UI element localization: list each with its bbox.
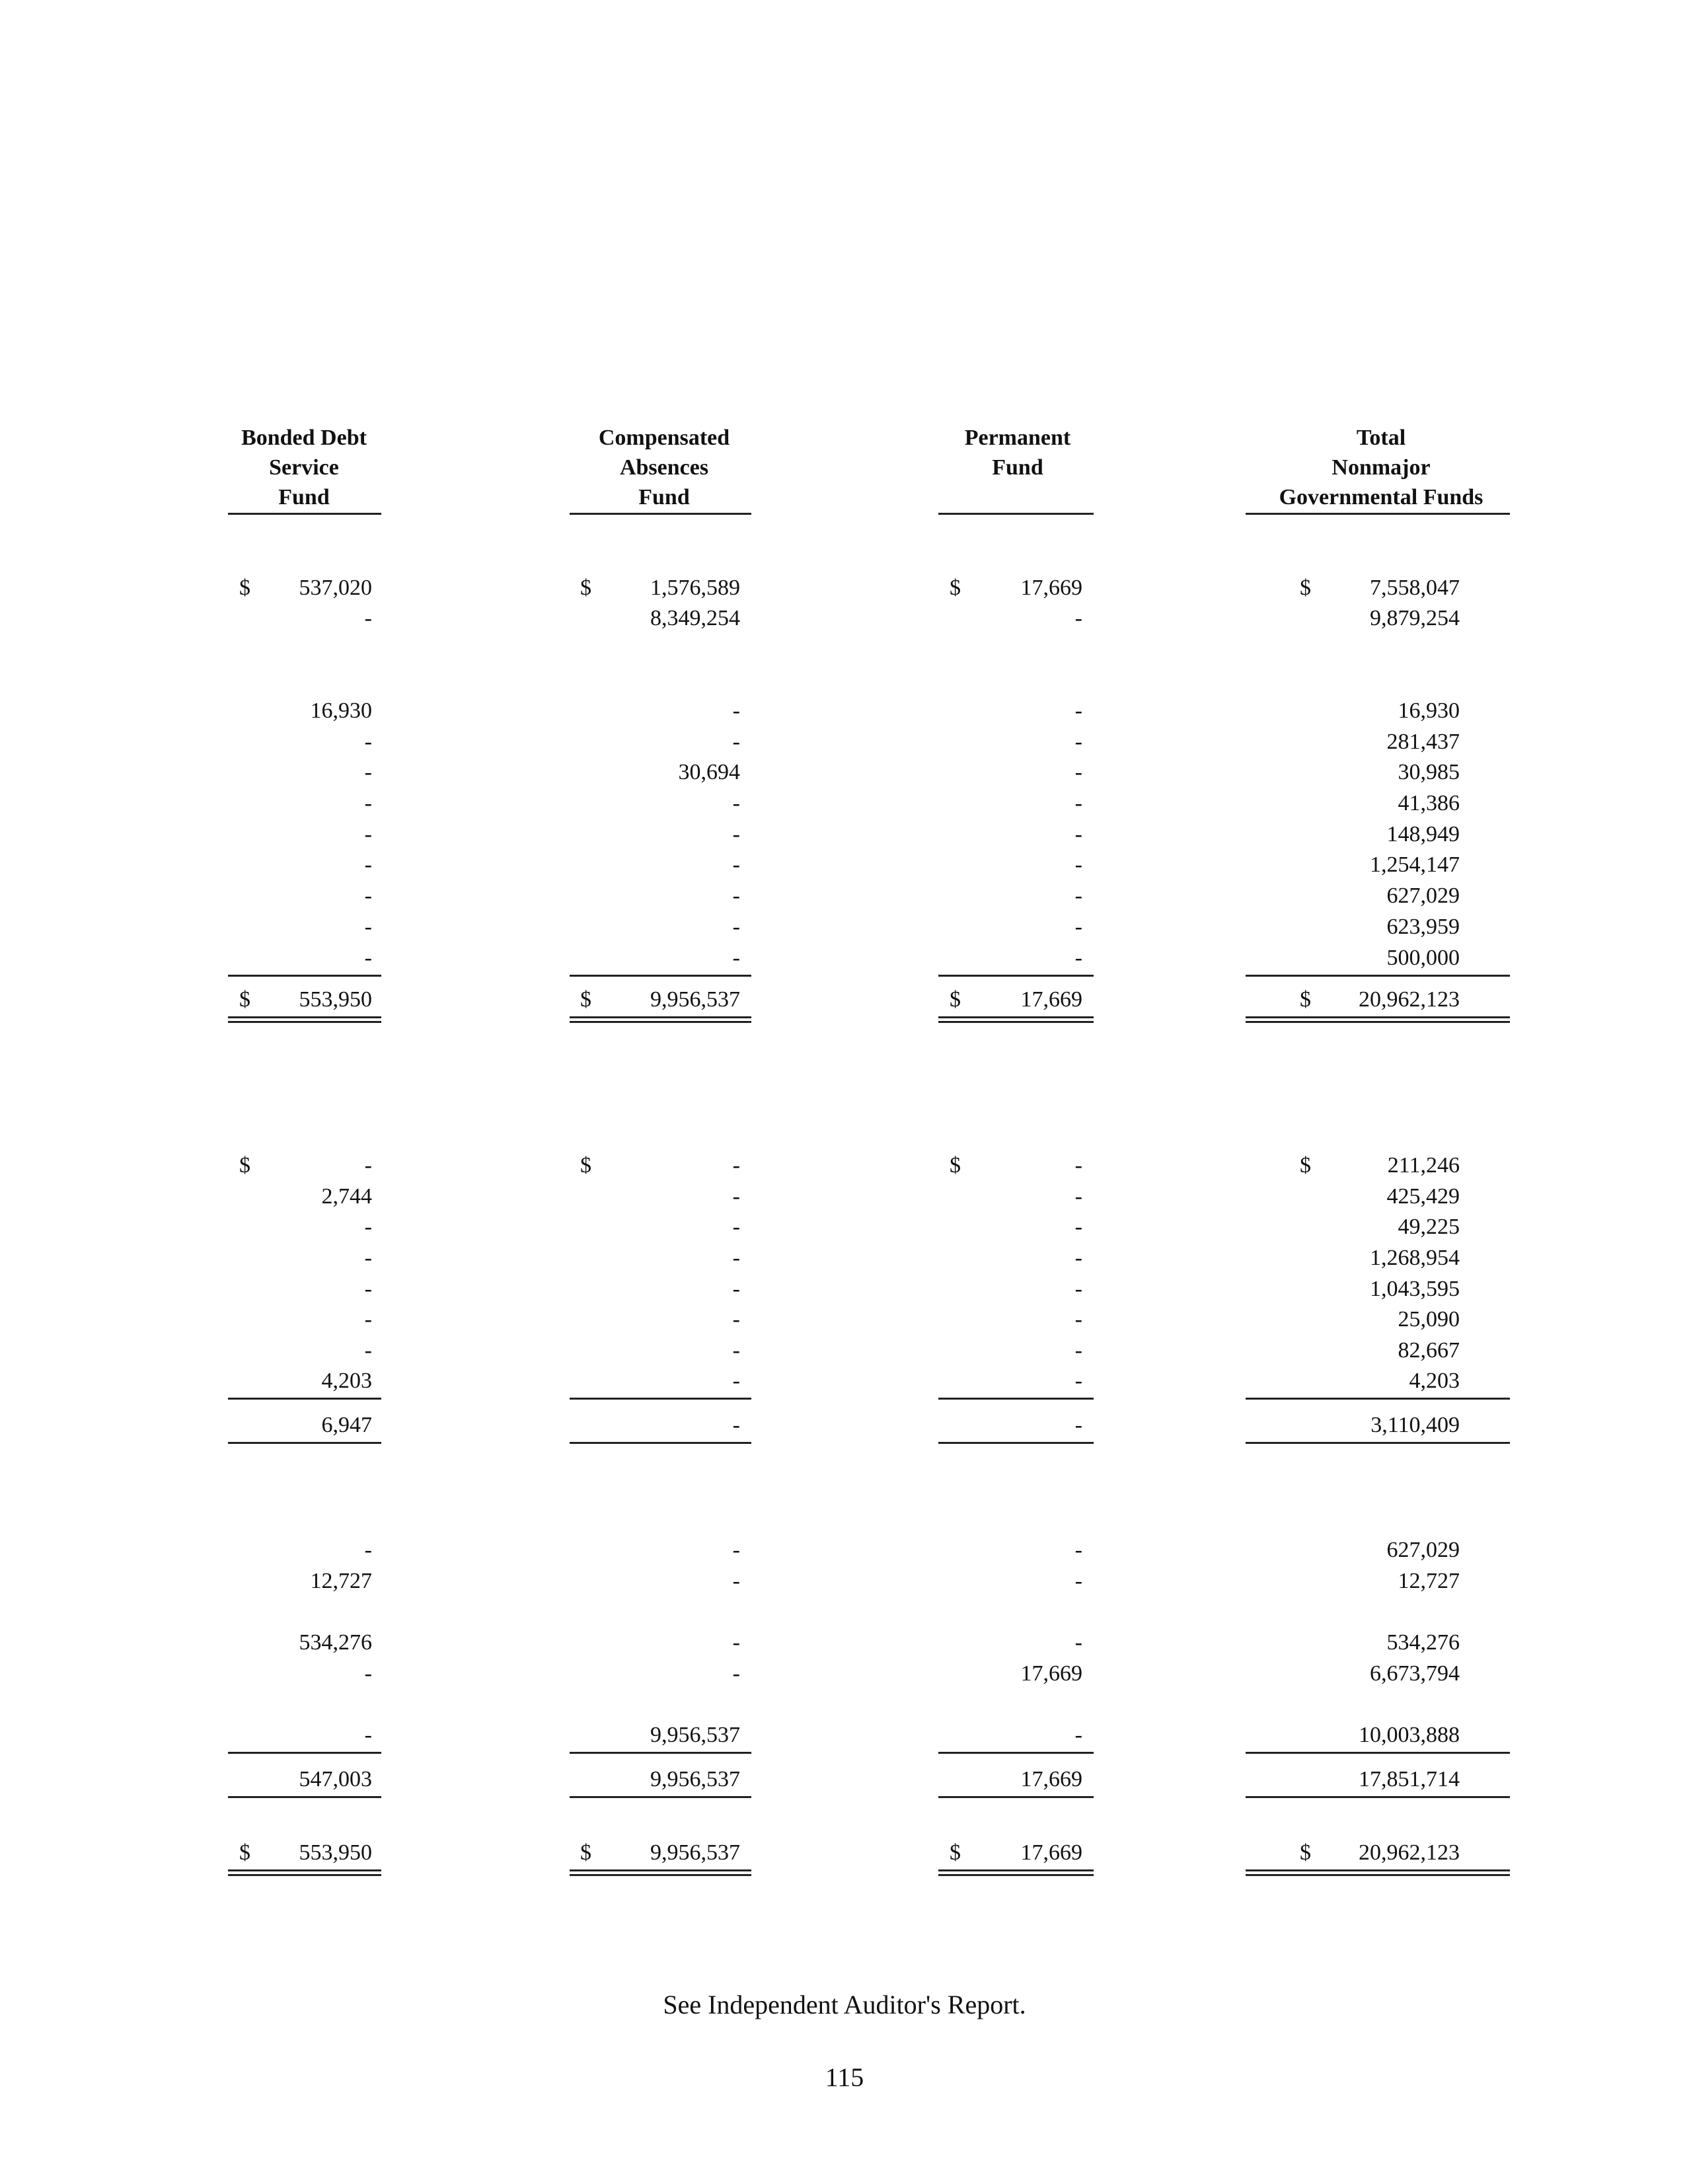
table-cell: - xyxy=(364,1153,372,1178)
total-underline xyxy=(1246,1398,1510,1400)
total-underline xyxy=(1246,1796,1510,1798)
column-header-line: Compensated xyxy=(598,426,730,450)
dollar-sign: $ xyxy=(950,576,961,600)
dollar-sign: $ xyxy=(1300,1153,1311,1178)
table-cell: - xyxy=(364,606,372,630)
dollar-sign: $ xyxy=(1300,1840,1311,1865)
table-cell: - xyxy=(1074,760,1082,784)
table-cell: 9,956,537 xyxy=(650,1840,740,1865)
total-underline xyxy=(228,975,381,977)
table-cell: - xyxy=(732,1661,740,1686)
total-underline xyxy=(228,1752,381,1754)
total-underline xyxy=(938,975,1094,977)
table-cell: 534,276 xyxy=(1386,1630,1460,1655)
table-cell: 4,203 xyxy=(1409,1369,1460,1393)
table-cell: 17,669 xyxy=(1020,1840,1082,1865)
total-underline xyxy=(938,1796,1094,1798)
table-cell: 4,203 xyxy=(321,1369,372,1393)
table-cell: - xyxy=(364,1277,372,1301)
table-cell: 16,930 xyxy=(310,698,372,723)
table-cell: - xyxy=(732,1184,740,1209)
table-cell: 547,003 xyxy=(299,1767,372,1791)
table-cell: - xyxy=(1074,1569,1082,1593)
total-underline xyxy=(938,1752,1094,1754)
dollar-sign: $ xyxy=(239,576,250,600)
total-underline xyxy=(1246,1442,1510,1444)
table-cell: 7,558,047 xyxy=(1370,576,1460,600)
dollar-sign: $ xyxy=(239,1840,250,1865)
table-cell: - xyxy=(1074,852,1082,877)
total-underline xyxy=(228,1796,381,1798)
total-underline xyxy=(938,1442,1094,1444)
table-cell: - xyxy=(364,884,372,908)
table-cell: 2,744 xyxy=(321,1184,372,1209)
table-cell: - xyxy=(1074,1723,1082,1747)
column-header-bonded xyxy=(185,423,423,512)
column-header-total xyxy=(1242,423,1520,512)
table-cell: - xyxy=(1074,1369,1082,1393)
table-cell: 425,429 xyxy=(1386,1184,1460,1209)
table-cell: - xyxy=(364,1215,372,1239)
grand-total-double-underline xyxy=(228,1869,381,1876)
table-cell: - xyxy=(364,946,372,970)
table-cell: - xyxy=(732,1153,740,1178)
table-cell: - xyxy=(1074,1215,1082,1239)
table-cell: 12,727 xyxy=(310,1569,372,1593)
total-underline xyxy=(570,975,751,977)
table-cell: - xyxy=(732,946,740,970)
table-cell: - xyxy=(364,791,372,815)
table-cell: 1,043,595 xyxy=(1370,1277,1460,1301)
table-cell: - xyxy=(1074,698,1082,723)
column-header-underline xyxy=(228,513,381,515)
dollar-sign: $ xyxy=(580,1153,591,1178)
total-underline xyxy=(938,1398,1094,1400)
total-underline xyxy=(228,1442,381,1444)
table-cell: - xyxy=(1074,1184,1082,1209)
table-cell: - xyxy=(732,1369,740,1393)
table-cell: - xyxy=(732,730,740,754)
table-cell: 9,879,254 xyxy=(1370,606,1460,630)
table-cell: 20,962,123 xyxy=(1359,1840,1460,1865)
total-underline xyxy=(570,1442,751,1444)
dollar-sign: $ xyxy=(239,987,250,1012)
table-cell: - xyxy=(732,852,740,877)
table-cell: 6,673,794 xyxy=(1370,1661,1460,1686)
table-cell: 41,386 xyxy=(1398,791,1460,815)
table-cell: - xyxy=(732,1538,740,1562)
table-cell: 627,029 xyxy=(1386,884,1460,908)
table-cell: 8,349,254 xyxy=(650,606,740,630)
dollar-sign: $ xyxy=(950,1153,961,1178)
grand-total-double-underline xyxy=(228,1016,381,1023)
table-cell: 9,956,537 xyxy=(650,1723,740,1747)
table-cell: 17,669 xyxy=(1020,1767,1082,1791)
table-cell: 6,947 xyxy=(321,1413,372,1437)
column-header-line: Service xyxy=(269,455,339,480)
table-cell: - xyxy=(1074,791,1082,815)
table-cell: 553,950 xyxy=(299,1840,372,1865)
column-header-line: Fund xyxy=(992,455,1043,480)
table-cell: - xyxy=(1074,1338,1082,1363)
table-cell: - xyxy=(1074,822,1082,847)
page-number: 115 xyxy=(825,2062,864,2092)
table-cell: - xyxy=(1074,1413,1082,1437)
total-underline xyxy=(1246,1752,1510,1754)
table-cell: - xyxy=(1074,606,1082,630)
table-cell: 30,985 xyxy=(1398,760,1460,784)
table-cell: - xyxy=(1074,730,1082,754)
column-header-line: Fund xyxy=(278,485,330,509)
table-cell: 17,669 xyxy=(1020,1661,1082,1686)
total-underline xyxy=(1246,975,1510,977)
column-header-compensated xyxy=(542,423,786,512)
column-header-underline xyxy=(570,513,751,515)
table-cell: 534,276 xyxy=(299,1630,372,1655)
table-cell: 9,956,537 xyxy=(650,1767,740,1791)
table-cell: - xyxy=(364,1307,372,1332)
dollar-sign: $ xyxy=(580,576,591,600)
dollar-sign: $ xyxy=(1300,987,1311,1012)
table-cell: - xyxy=(732,1413,740,1437)
column-header-line: Nonmajor xyxy=(1332,455,1431,480)
table-cell: - xyxy=(1074,1277,1082,1301)
table-cell: - xyxy=(732,1215,740,1239)
table-cell: - xyxy=(364,852,372,877)
table-cell: - xyxy=(732,1307,740,1332)
auditor-report-note: See Independent Auditor's Report. xyxy=(663,1990,1026,2019)
table-cell: - xyxy=(364,1246,372,1270)
column-header-line: Total xyxy=(1356,426,1406,450)
table-cell: 12,727 xyxy=(1398,1569,1460,1593)
table-cell: 9,956,537 xyxy=(650,987,740,1012)
table-cell: 1,268,954 xyxy=(1370,1246,1460,1270)
table-cell: 537,020 xyxy=(299,576,372,600)
table-cell: - xyxy=(364,1723,372,1747)
dollar-sign: $ xyxy=(580,987,591,1012)
column-header-line: Permanent xyxy=(964,426,1071,450)
table-cell: 211,246 xyxy=(1387,1153,1460,1178)
dollar-sign: $ xyxy=(950,987,961,1012)
table-cell: - xyxy=(732,698,740,723)
table-cell: - xyxy=(364,915,372,939)
column-header-line: Bonded Debt xyxy=(241,426,367,450)
total-underline xyxy=(570,1398,751,1400)
table-cell: - xyxy=(1074,884,1082,908)
table-cell: - xyxy=(732,1246,740,1270)
table-cell: 25,090 xyxy=(1398,1307,1460,1332)
dollar-sign: $ xyxy=(239,1153,250,1178)
grand-total-double-underline xyxy=(1246,1869,1510,1876)
table-cell: - xyxy=(364,822,372,847)
grand-total-double-underline xyxy=(570,1016,751,1023)
table-cell: - xyxy=(732,915,740,939)
table-cell: 17,669 xyxy=(1020,576,1082,600)
table-cell: 3,110,409 xyxy=(1370,1413,1460,1437)
table-cell: 17,851,714 xyxy=(1359,1767,1460,1791)
table-cell: 82,667 xyxy=(1398,1338,1460,1363)
grand-total-double-underline xyxy=(938,1016,1094,1023)
column-header-underline xyxy=(1246,513,1510,515)
table-cell: - xyxy=(732,1630,740,1655)
column-header-line: Fund xyxy=(638,485,690,509)
table-cell: 627,029 xyxy=(1386,1538,1460,1562)
table-cell: 553,950 xyxy=(299,987,372,1012)
table-cell: 30,694 xyxy=(678,760,740,784)
table-cell: - xyxy=(732,1338,740,1363)
column-header-permanent xyxy=(899,423,1137,482)
total-underline xyxy=(570,1796,751,1798)
table-cell: 49,225 xyxy=(1398,1215,1460,1239)
table-cell: - xyxy=(1074,946,1082,970)
total-underline xyxy=(228,1398,381,1400)
table-cell: - xyxy=(364,1338,372,1363)
table-cell: 17,669 xyxy=(1020,987,1082,1012)
column-header-line: Absences xyxy=(619,455,709,480)
column-header-line: Governmental Funds xyxy=(1279,485,1483,509)
table-cell: - xyxy=(364,1661,372,1686)
table-cell: 1,254,147 xyxy=(1370,852,1460,877)
table-cell: 281,437 xyxy=(1386,730,1460,754)
table-cell: - xyxy=(732,791,740,815)
table-cell: - xyxy=(364,1538,372,1562)
table-cell: - xyxy=(1074,1538,1082,1562)
table-cell: 148,949 xyxy=(1386,822,1460,847)
dollar-sign: $ xyxy=(580,1840,591,1865)
grand-total-double-underline xyxy=(1246,1016,1510,1023)
table-cell: 16,930 xyxy=(1398,698,1460,723)
table-cell: - xyxy=(364,730,372,754)
table-cell: - xyxy=(1074,915,1082,939)
grand-total-double-underline xyxy=(938,1869,1094,1876)
table-cell: 20,962,123 xyxy=(1359,987,1460,1012)
column-header-underline xyxy=(938,513,1094,515)
table-cell: - xyxy=(1074,1246,1082,1270)
table-cell: - xyxy=(1074,1153,1082,1178)
table-cell: 1,576,589 xyxy=(650,576,740,600)
table-cell: - xyxy=(732,1277,740,1301)
table-cell: - xyxy=(732,1569,740,1593)
dollar-sign: $ xyxy=(950,1840,961,1865)
table-cell: - xyxy=(732,822,740,847)
dollar-sign: $ xyxy=(1300,576,1311,600)
table-cell: 500,000 xyxy=(1386,946,1460,970)
table-cell: 623,959 xyxy=(1386,915,1460,939)
table-cell: 10,003,888 xyxy=(1359,1723,1460,1747)
table-cell: - xyxy=(1074,1307,1082,1332)
grand-total-double-underline xyxy=(570,1869,751,1876)
total-underline xyxy=(570,1752,751,1754)
table-cell: - xyxy=(1074,1630,1082,1655)
table-cell: - xyxy=(364,760,372,784)
table-cell: - xyxy=(732,884,740,908)
